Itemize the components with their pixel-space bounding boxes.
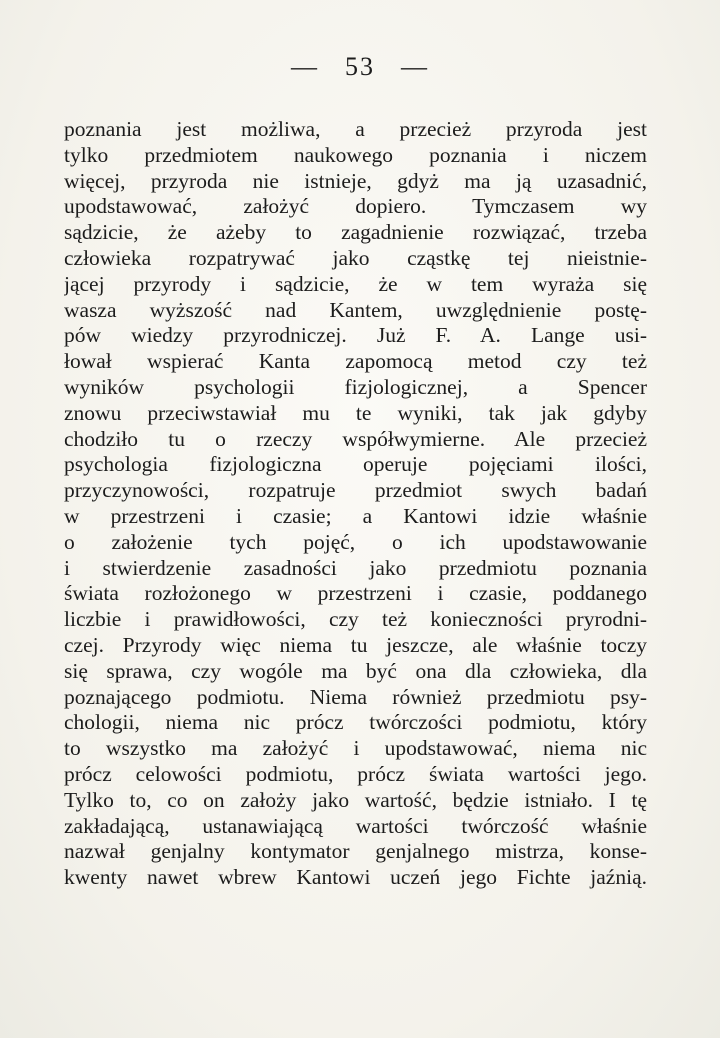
text-line: w przestrzeni i czasie; a Kantowi idzie właśnie [64, 503, 647, 528]
text-line: upodstawować, założyć dopiero. Tymczasem wy [64, 194, 647, 219]
text-line: wasza wyższość nad Kantem, uwzględnienie postę- [64, 297, 647, 322]
text-line: sądzicie, że ażeby to zagadnienie rozwiązać, trzeba [64, 220, 647, 245]
text-line: wyników psychologii fizjologicznej, a Spencer [64, 374, 647, 399]
text-line: i stwierdzenie zasadności jako przedmiotu poznania [64, 555, 647, 580]
text-line: Tylko to, co on założy jako wartość, będzie istniało. I tę [64, 787, 647, 812]
text-line: poznania jest możliwa, a przecież przyroda jest [64, 117, 647, 141]
text-line: prócz celowości podmiotu, prócz świata wartości jego. [64, 761, 647, 786]
text-line: chologii, niema nic prócz twórczości podmiotu, który [64, 710, 647, 735]
text-line: poznającego podmiotu. Niema również przedmiotu psy- [64, 684, 647, 709]
text-line: o założenie tych pojęć, o ich upodstawowanie [64, 529, 647, 554]
page-header [0, 52, 720, 82]
text-line: się sprawa, czy wogóle ma być ona dla człowieka, dla [64, 658, 647, 683]
text-line: nazwał genjalny kontymator genjalnego mistrza, konse- [64, 839, 647, 864]
page-number: 53 [345, 52, 375, 81]
text-line: więcej, przyroda nie istnieje, gdyż ma ją uzasadnić, [64, 168, 647, 193]
text-line: łował wspierać Kanta zapomocą metod czy też [64, 349, 647, 374]
text-line: chodziło tu o rzeczy współwymierne. Ale przecież [64, 426, 647, 451]
text-line: liczbie i prawidłowości, czy też konieczności pryrodni- [64, 607, 647, 632]
text-line: to wszystko ma założyć i upodstawować, niema nic [64, 736, 647, 761]
text-line: przyczynowości, rozpatruje przedmiot swych badań [64, 478, 647, 503]
body-text [64, 117, 647, 891]
header-dash-right: — [401, 52, 429, 81]
text-line: kwenty nawet wbrew Kantowi uczeń jego Fichte jaźnią. [64, 865, 647, 890]
text-line: człowieka rozpatrywać jako cząstkę tej nieistnie- [64, 245, 647, 270]
text-line: tylko przedmiotem naukowego poznania i niczem [64, 142, 647, 167]
text-line: znowu przeciwstawiał mu te wyniki, tak jak gdyby [64, 400, 647, 425]
text-line: zakładającą, ustanawiającą wartości twórczość właśnie [64, 813, 647, 838]
text-line: jącej przyrody i sądzicie, że w tem wyraża się [64, 271, 647, 296]
text-line: psychologia fizjologiczna operuje pojęciami ilości, [64, 452, 647, 477]
text-line: czej. Przyrody więc niema tu jeszcze, ale właśnie toczy [64, 632, 647, 657]
text-line: świata rozłożonego w przestrzeni i czasie, poddanego [64, 581, 647, 606]
text-line: pów wiedzy przyrodniczej. Już F. A. Lange usi- [64, 323, 647, 348]
header-dash-left: — [291, 52, 319, 81]
